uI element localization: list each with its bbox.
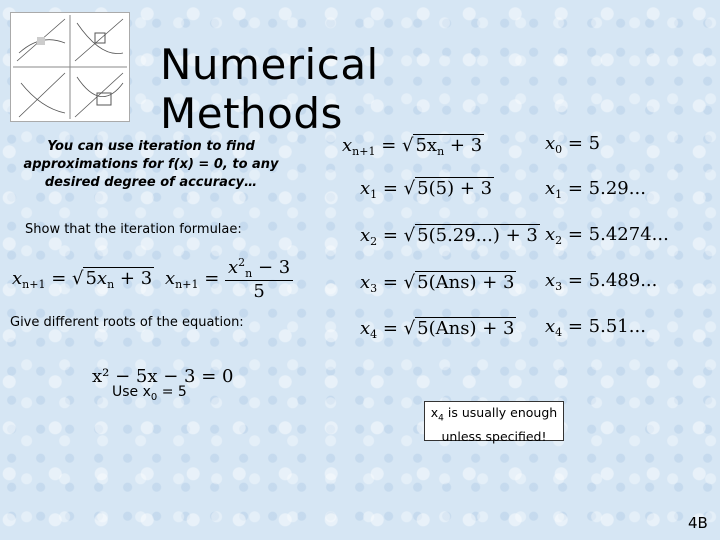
res-val: = 5.4274... bbox=[562, 224, 669, 245]
res-var: x bbox=[545, 178, 556, 199]
note-text: is usually enough unless specified! bbox=[441, 405, 558, 444]
res-sub: 1 bbox=[555, 188, 563, 201]
thumbnail-figure bbox=[10, 12, 130, 122]
iteration-x3: $x_3$ = √ 5(Ans) + 3 bbox=[360, 272, 515, 295]
lhs-sub: 1 bbox=[370, 188, 378, 201]
note-box bbox=[424, 401, 564, 444]
lhs-var: x bbox=[360, 225, 371, 246]
result-x0 bbox=[545, 133, 600, 156]
lhs-var: x bbox=[360, 272, 371, 293]
res-sub: 3 bbox=[555, 280, 563, 293]
iteration-formula-fraction: $x_{n+1}$ = $\frac{x^2_n - 3}{5}$ bbox=[165, 256, 293, 302]
iteration-x2: $x_2$ = √ 5(5.29...) + 3 bbox=[360, 225, 538, 248]
rhs-tail: + 3 bbox=[444, 135, 483, 156]
rhs: 5x bbox=[415, 135, 438, 156]
radicand: 5(5) + 3 bbox=[417, 178, 493, 199]
res-val: = 5 bbox=[562, 133, 601, 154]
use-label: Use x bbox=[112, 384, 151, 400]
iteration-formula-sqrt: $x_{n+1}$ = √ $5x_n + 3$ bbox=[12, 268, 153, 291]
res-sub: 0 bbox=[555, 143, 563, 156]
page-number: 4B bbox=[688, 514, 708, 532]
lhs-sub: 4 bbox=[370, 328, 378, 341]
iteration-diagrams-thumbnail bbox=[11, 13, 129, 121]
show-text: Show that the iteration formulae: bbox=[25, 222, 242, 237]
lhs-sub: n+1 bbox=[352, 145, 376, 158]
result-x1 bbox=[545, 178, 646, 201]
lhs-sub: 2 bbox=[370, 235, 378, 248]
intro-text: You can use iteration to find approximations for f(x) = 0, to any desired degree of accuracy… bbox=[23, 139, 279, 190]
lhs-sub: 3 bbox=[370, 282, 378, 295]
res-sub: 2 bbox=[555, 234, 563, 247]
use-sub: 0 bbox=[150, 391, 158, 403]
use-x0-label bbox=[112, 384, 187, 403]
use-value: = 5 bbox=[157, 384, 187, 400]
res-sub: 4 bbox=[555, 326, 563, 339]
res-val: = 5.29... bbox=[562, 178, 646, 199]
iteration-x4: $x_4$ = √ 5(Ans) + 3 bbox=[360, 318, 515, 341]
res-val: = 5.489... bbox=[562, 270, 658, 291]
note-sub: 4 bbox=[438, 413, 444, 424]
rhs-sub: n bbox=[437, 145, 445, 158]
radicand: 5(Ans) + 3 bbox=[417, 272, 515, 293]
page-title: Numerical Methods bbox=[160, 40, 379, 138]
result-x2 bbox=[545, 224, 669, 247]
note-pre: x bbox=[430, 405, 439, 420]
iteration-general: $x_{n+1}$ = √ $5x_n + 3$ bbox=[342, 135, 483, 158]
radicand: 5(Ans) + 3 bbox=[417, 318, 515, 339]
result-x4 bbox=[545, 316, 646, 339]
radicand: 5(5.29...) + 3 bbox=[417, 225, 538, 246]
res-var: x bbox=[545, 316, 556, 337]
fraction: $\frac{x^2_n - 3}{5}$ bbox=[225, 256, 293, 302]
res-var: x bbox=[545, 270, 556, 291]
res-var: x bbox=[545, 133, 556, 154]
lhs-var: x bbox=[360, 178, 371, 199]
lhs-var: x bbox=[342, 135, 353, 156]
quadratic-equation: x² − 5x − 3 = 0 bbox=[92, 366, 234, 387]
iteration-x1: $x_1$ = √ 5(5) + 3 bbox=[360, 178, 493, 201]
result-x3 bbox=[545, 270, 657, 293]
give-text: Give different roots of the equation: bbox=[10, 315, 244, 330]
res-val: = 5.51... bbox=[562, 316, 646, 337]
lhs-var: x bbox=[360, 318, 371, 339]
res-var: x bbox=[545, 224, 556, 245]
